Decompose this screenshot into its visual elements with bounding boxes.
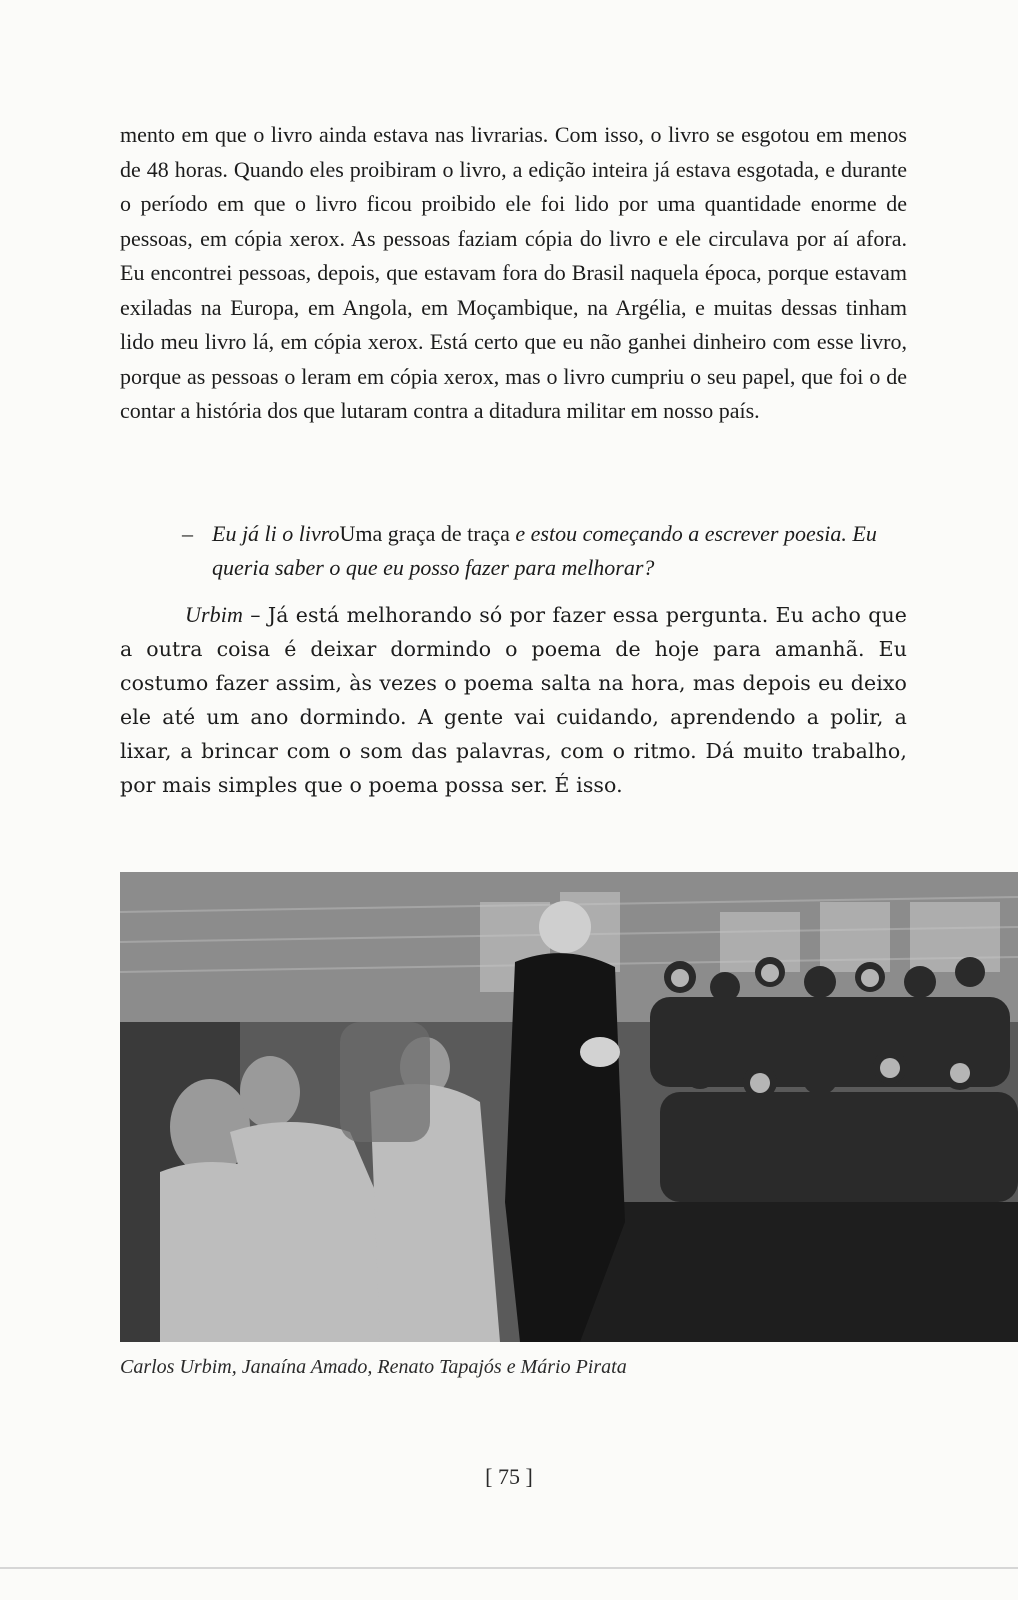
photo-caption: Carlos Urbim, Janaína Amado, Renato Tapajós e Mário Pirata xyxy=(120,1356,627,1378)
question-dash: – xyxy=(182,521,193,546)
audience-question xyxy=(182,517,907,585)
paragraph-text: mento em que o livro ainda estava nas livrarias. Com isso, o livro se esgotou em menos de 48 horas. Quando eles proibiram o livro, a edição inteira já estava esgotada, e durante o período em que o livro ficou proibido ele foi lido por uma quantidade enorme de pessoas, em cópia xerox. As pessoas faziam cópia do livro e ele circulava por aí afora. Eu encontrei pessoas, depois, que estavam fora do Brasil naquela época, porque estavam exiladas na Europa, em Angola, em Moçambique, na Argélia, e muitas dessas tinham lido meu livro lá, em cópia xerox. Está certo que eu não ganhei dinheiro com esse livro, porque as pessoas o leram em cópia xerox, mas o livro cumpriu o seu papel, que foi o de contar a história dos que lutaram contra a ditadura militar em nosso país. xyxy=(120,122,907,423)
body-paragraph xyxy=(120,118,907,429)
question-text xyxy=(212,517,907,585)
question-part-1: Eu já li o livro xyxy=(212,521,340,546)
book-title: Uma graça de traça xyxy=(339,521,510,546)
event-photo xyxy=(120,872,1018,1342)
answer-text: – Já está melhorando só por fazer essa pergunta. Eu acho que a outra coisa é deixar dormindo o poema de hoje para amanhã. Eu costumo fazer assim, às vezes o poema salta na hora, mas depois eu deixo ele até um ano dormindo. A gente vai cuidando, aprendendo a polir, a lixar, a brincar com o som das palavras, com o ritmo. Dá muito trabalho, por mais simples que o poema possa ser. É isso. xyxy=(120,603,907,797)
speaker-answer xyxy=(120,598,907,802)
page-bottom-edge xyxy=(0,1567,1018,1569)
question-part-2: e estou começando a escrever poesia. Eu queria saber o que eu posso fazer para melhorar? xyxy=(212,521,877,580)
speaker-name: Urbim xyxy=(185,602,243,627)
page-number: [ 75 ] xyxy=(485,1464,533,1489)
